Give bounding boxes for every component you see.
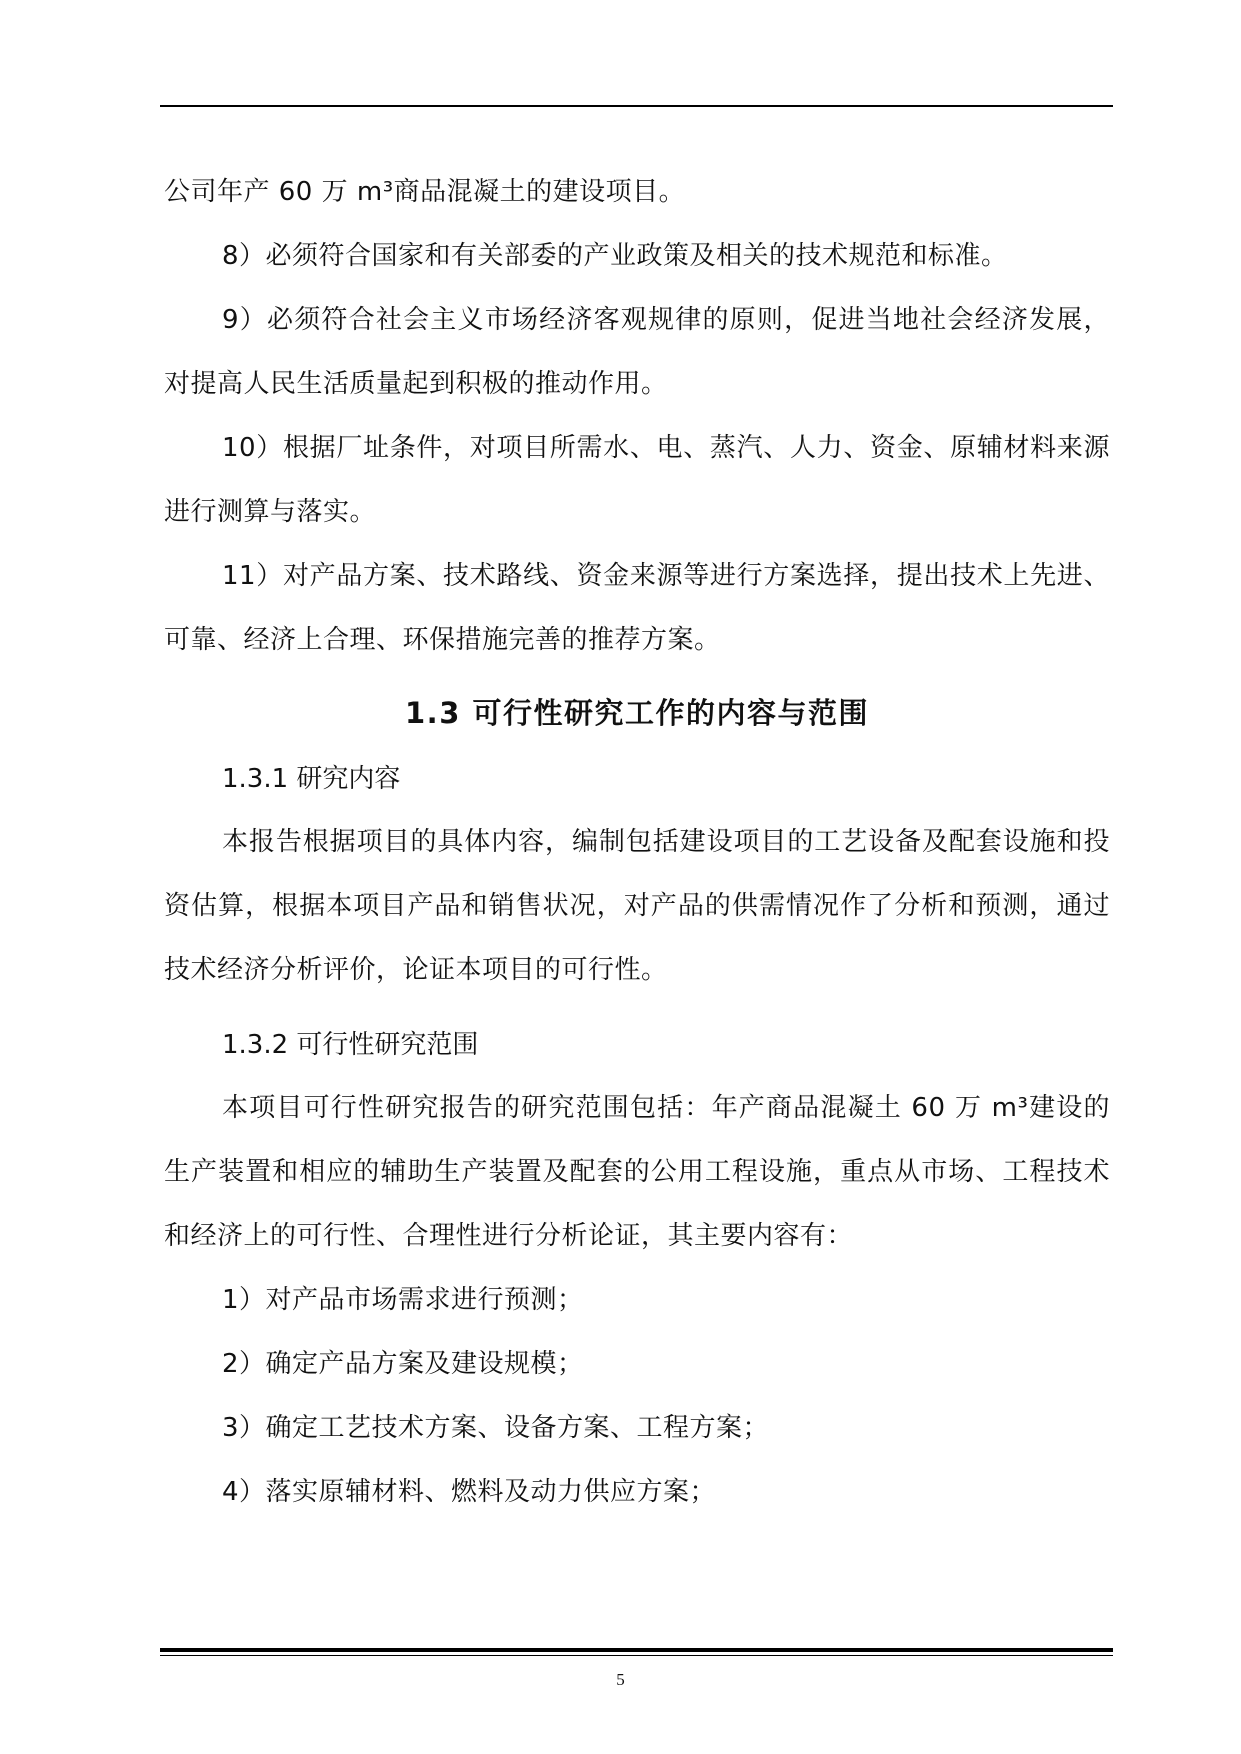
research-content-body: 本报告根据项目的具体内容，编制包括建设项目的工艺设备及配套设施和投资估算，根据本项目产品和销售状况，对产品的供需情况作了分析和预测，通过技术经济分析评价，论证本项目的可行性。 — [164, 827, 1110, 985]
subsection-heading-research-scope: 1.3.2 可行性研究范围 — [222, 1030, 479, 1060]
paragraph-item-9: 9）必须符合社会主义市场经济客观规律的原则，促进当地社会经济发展，对提高人民生活质量起到积极的推动作用。 — [164, 305, 1110, 399]
page-content — [164, 160, 1110, 1524]
scope-list-item: 1）对产品市场需求进行预测； — [222, 1285, 584, 1315]
page-number: 5 — [616, 1670, 625, 1689]
paragraph-continuation: 公司年产 60 万 m³商品混凝土的建设项目。 — [164, 177, 686, 207]
paragraph-item-10: 10）根据厂址条件，对项目所需水、电、蒸汽、人力、资金、原辅材料来源进行测算与落实。 — [164, 433, 1110, 527]
footer-rule-thick — [160, 1648, 1113, 1652]
paragraph-item-8: 8）必须符合国家和有关部委的产业政策及相关的技术规范和标准。 — [222, 241, 1008, 271]
scope-list-item: 4）落实原辅材料、燃料及动力供应方案； — [222, 1477, 717, 1507]
paragraph-item-11: 11）对产品方案、技术路线、资金来源等进行方案选择，提出技术上先进、可靠、经济上合理、环保措施完善的推荐方案。 — [164, 561, 1110, 655]
subsection-heading-research-content: 1.3.1 研究内容 — [222, 764, 401, 794]
header-rule — [160, 105, 1113, 107]
footer-rule-thin — [160, 1655, 1113, 1656]
scope-list-item: 2）确定产品方案及建设规模； — [222, 1349, 584, 1379]
research-scope-body: 本项目可行性研究报告的研究范围包括：年产商品混凝土 60 万 m³建设的生产装置和相应的辅助生产装置及配套的公用工程设施，重点从市场、工程技术和经济上的可行性、合理性进行分析论证，其主要内容有： — [164, 1093, 1110, 1251]
scope-list-item: 3）确定工艺技术方案、设备方案、工程方案； — [222, 1413, 770, 1443]
section-heading: 1.3 可行性研究工作的内容与范围 — [405, 696, 869, 730]
